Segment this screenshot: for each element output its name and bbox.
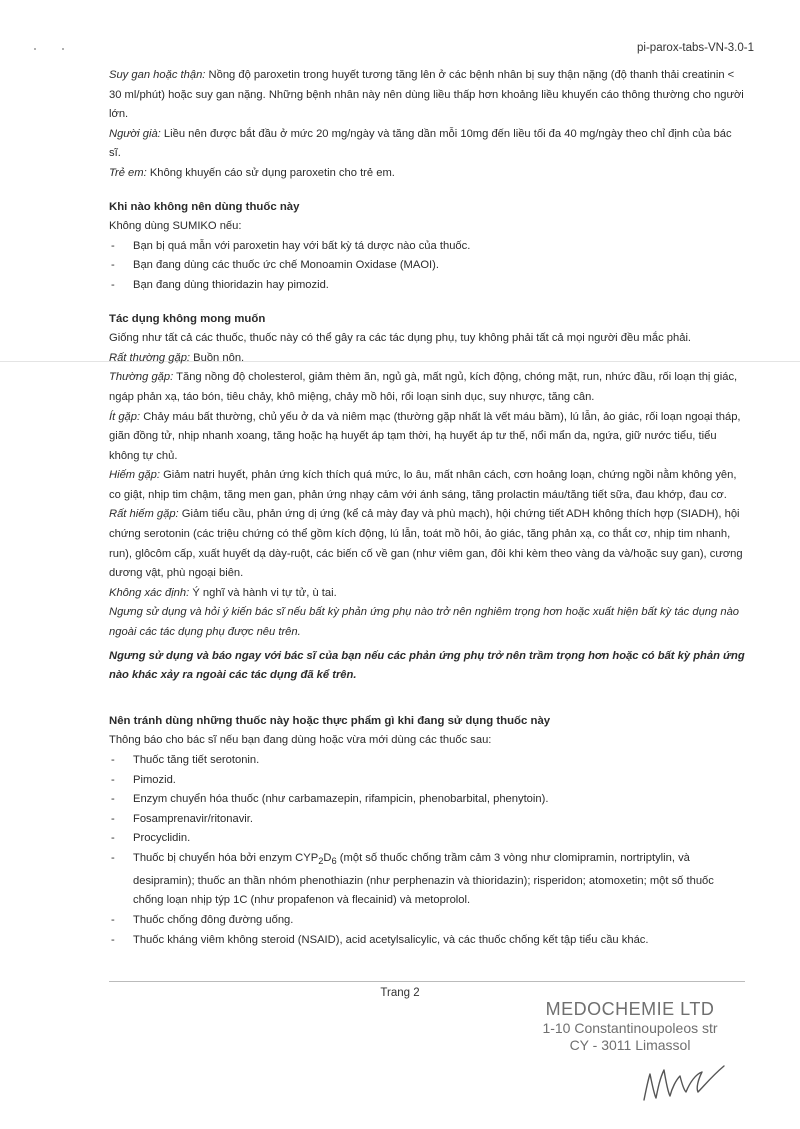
side-effects-intro: Giống như tất cả các thuốc, thuốc này có thể gây ra các tác dụng phụ, tuy không phải tất cả mọi người đều mắc phải. xyxy=(109,332,692,345)
list-item: - Pimozid. xyxy=(109,771,745,791)
side-effect-group xyxy=(109,505,745,583)
intro-label: Người già: xyxy=(109,127,161,140)
page-number: Trang 2 xyxy=(380,987,420,999)
company-stamp xyxy=(520,998,740,1054)
intro-label: Trẻ em: xyxy=(109,166,147,179)
list-item: - Bạn đang dùng các thuốc ức chế Monoamin Oxidase (MAOI). xyxy=(109,256,745,276)
list-item: - Thuốc tăng tiết serotonin. xyxy=(109,751,745,771)
side-effect-group xyxy=(109,584,745,604)
interactions-heading: Nên tránh dùng những thuốc này hoặc thực phẩm gì khi đang sử dụng thuốc này xyxy=(109,714,551,727)
list-item: - Bạn đang dùng thioridazin hay pimozid. xyxy=(109,276,745,296)
list-item: - Thuốc kháng viêm không steroid (NSAID), acid acetylsalicylic, và các thuốc chống kết tập tiểu cầu khác. xyxy=(109,931,745,951)
contraindications-list xyxy=(109,237,745,296)
frequency-text: Chảy máu bất thường, chủ yếu ở da và niêm mạc (thường gặp nhất là vết máu bầm), lú lẫn, ảo giác, rối loạn ngoại tháp, giãn đồng tử, nhịp nhanh xoang, tăng hoặc hạ huyết áp tạm thời, hạ huyết áp tư thế, nổi mẩn da, ngứa, giữ nước tiểu, tiểu không tự chủ. xyxy=(109,410,741,462)
side-effect-group xyxy=(109,349,745,369)
italic-warning: Ngưng sử dụng và hỏi ý kiến bác sĩ nếu bất kỳ phản ứng phụ nào trở nên nghiêm trọng hơn hoặc xuất hiện bất kỳ tác dụng nào ngoài các tác dụng phụ được nêu trên. xyxy=(109,606,740,639)
contraindications-heading: Khi nào không nên dùng thuốc này xyxy=(109,200,300,213)
frequency-label: Ít gặp: xyxy=(109,410,141,423)
frequency-label: Rất hiếm gặp: xyxy=(109,508,179,521)
frequency-text: Buồn nôn. xyxy=(190,351,245,364)
document-code: pi-parox-tabs-VN-3.0-1 xyxy=(637,42,754,54)
intro-paragraph xyxy=(109,66,745,125)
scan-mark xyxy=(62,48,64,50)
bold-warning: Ngưng sử dụng và báo ngay với bác sĩ của bạn nếu các phản ứng phụ trở nên trầm trọng hơn hoặc có bất kỳ phản ứng nào khác xảy ra ngoài các tác dụng đã kể trên. xyxy=(109,649,745,682)
frequency-label: Hiếm gặp: xyxy=(109,469,160,482)
side-effect-group xyxy=(109,466,745,505)
handwritten-signature xyxy=(640,1060,730,1108)
list-item: - Procyclidin. xyxy=(109,829,745,849)
side-effect-group xyxy=(109,408,745,467)
footer-divider xyxy=(109,981,745,982)
list-item: - Thuốc chống đông đường uống. xyxy=(109,911,745,931)
frequency-text: Giảm natri huyết, phản ứng kích thích quá mức, lo âu, mất nhân cách, cơn hoảng loạn, chứng ngồi nằm không yên, co giật, nhịp tim chậm, tăng men gan, phản ứng nhạy cảm với ánh sáng, tăng prolactin máu/tăng tiết sữa, đau khớp, đau cơ. xyxy=(109,469,737,501)
interactions-intro: Thông báo cho bác sĩ nếu bạn đang dùng hoặc vừa mới dùng các thuốc sau: xyxy=(109,734,492,747)
frequency-label: Không xác định: xyxy=(109,586,190,599)
intro-paragraph xyxy=(109,125,745,164)
stamp-address-line: 1-10 Constantinoupoleos str xyxy=(542,1020,718,1036)
frequency-label: Rất thường gặp: xyxy=(109,351,191,364)
list-item: - Bạn bị quá mẫn với paroxetin hay với bất kỳ tá dược nào của thuốc. xyxy=(109,237,745,257)
page-content xyxy=(109,66,745,950)
scan-mark xyxy=(34,48,36,50)
intro-text: Liều nên được bắt đầu ở mức 20 mg/ngày và tăng dần mỗi 10mg đến liều tối đa 40 mg/ngày theo chỉ định của bác sĩ. xyxy=(109,127,732,160)
list-item: - Thuốc bị chuyển hóa bởi enzym $CYP_2D_6$ (một số thuốc chống trầm cảm 3 vòng như clomipramin, nortriptylin, và desipramin); thuốc an thần nhóm phenothiazin (như perphenazin và thioridazin); risperidon; atomoxetin; một số thuốc chống loạn nhịp týp 1C (như propafenon và flecainid) và metoprolol. xyxy=(109,849,745,911)
frequency-label: Thường gặp: xyxy=(109,371,174,384)
list-item: - Fosamprenavir/ritonavir. xyxy=(109,810,745,830)
stamp-company: MEDOCHEMIE LTD xyxy=(545,999,715,1019)
contraindications-intro: Không dùng SUMIKO nếu: xyxy=(109,220,242,233)
frequency-text: Giảm tiểu cầu, phản ứng dị ứng (kể cả mày đay và phù mạch), hội chứng tiết ADH không thích hợp (SIADH), hội chứng serotonin (các triệu chứng có thể gồm kích động, lú lẫn, toát mồ hôi, ảo giác, tăng phản xạ, co thắt cơ, nhịp tim nhanh, run), glôcôm cấp, xuất huyết dạ dày-ruột, các biến cố về gan (như viêm gan, đôi khi kèm theo vàng da và/hoặc suy gan), cương dương vật, phù ngoại biên. xyxy=(109,508,743,580)
frequency-text: Tăng nồng độ cholesterol, giảm thèm ăn, ngủ gà, mất ngủ, kích động, chóng mặt, run, nhức đầu, rối loạn thị giác, ngáp phản xạ, táo bón, tiêu chảy, khô miệng, chảy mồ hôi, rối loạn sinh dục, suy nhược, tăng cân. xyxy=(109,371,738,403)
intro-text: Nồng độ paroxetin trong huyết tương tăng lên ở các bệnh nhân bị suy thận nặng (độ thanh thải creatinin < 30 ml/phút) hoặc suy gan nặng. Những bệnh nhân này nên dùng liều thấp hơn khoảng liều khuyến cáo thông thường cho người lớn. xyxy=(109,69,744,121)
side-effects-heading: Tác dụng không mong muốn xyxy=(109,312,266,325)
side-effect-group xyxy=(109,368,745,407)
intro-paragraph xyxy=(109,164,745,184)
stamp-address-line: CY - 3011 Limassol xyxy=(569,1037,691,1053)
frequency-text: Ý nghĩ và hành vi tự tử, ù tai. xyxy=(189,586,337,599)
intro-text: Không khuyến cáo sử dụng paroxetin cho trẻ em. xyxy=(146,166,395,179)
interactions-list xyxy=(109,751,745,950)
intro-label: Suy gan hoặc thận: xyxy=(109,69,206,81)
list-item: - Enzym chuyển hóa thuốc (như carbamazepin, rifampicin, phenobarbital, phenytoin). xyxy=(109,790,745,810)
